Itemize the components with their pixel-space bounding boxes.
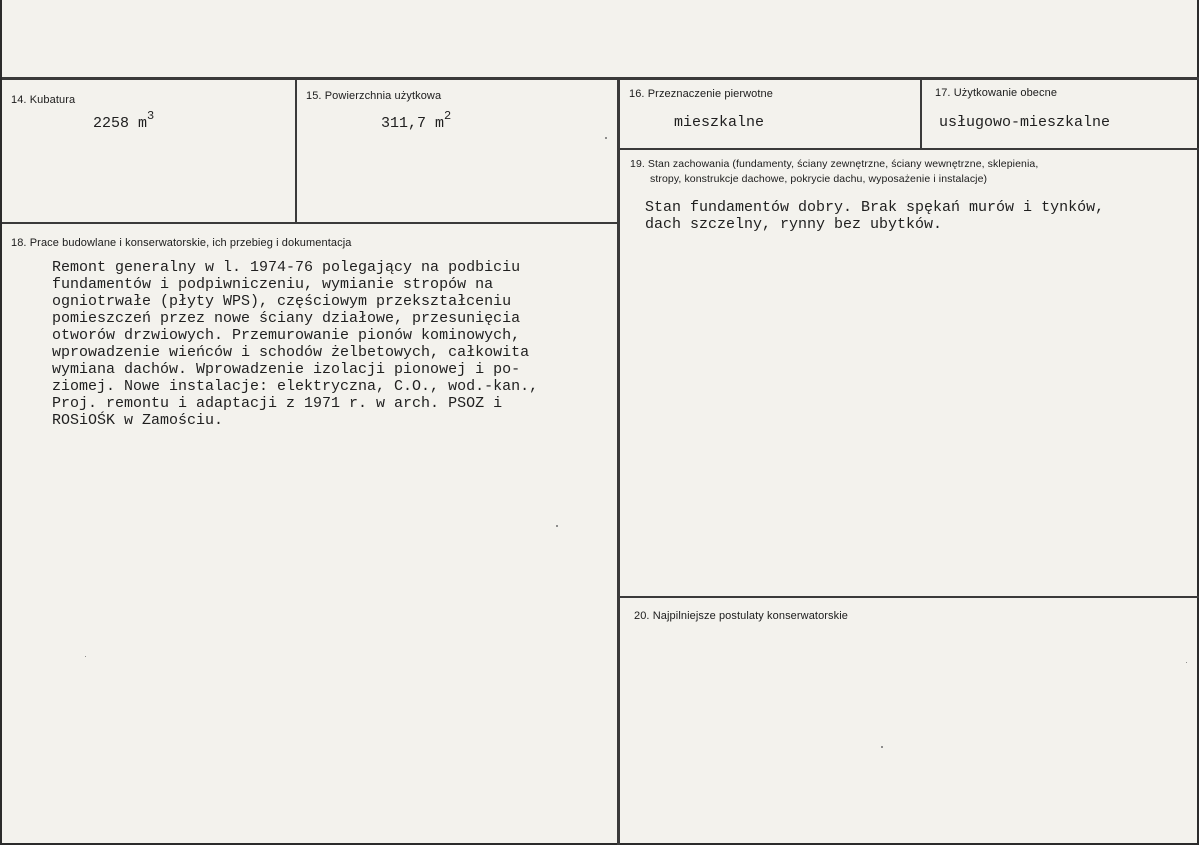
- powierzchnia-value-text: 311,7 m: [381, 115, 445, 132]
- rule-below-14-15: [2, 222, 619, 224]
- stan-label-line1: 19. Stan zachowania (fundamenty, ściany zewnętrzne, ściany wewnętrzne, sklepienia,: [630, 158, 1039, 170]
- kubatura-label: 14. Kubatura: [11, 94, 76, 106]
- przeznaczenie-label: 16. Przeznaczenie pierwotne: [629, 88, 773, 100]
- kubatura-unit-exponent: 3: [147, 109, 155, 123]
- prace-line: Proj. remontu i adaptacji z 1971 r. w arch. PSOZ i: [52, 395, 503, 412]
- paper-speck: [556, 525, 558, 527]
- prace-line: ROSiOŚK w Zamościu.: [52, 412, 224, 429]
- powierzchnia-unit-exponent: 2: [444, 109, 452, 123]
- kubatura-value-text: 2258 m: [93, 115, 148, 132]
- uzytkowanie-label: 17. Użytkowanie obecne: [935, 87, 1058, 99]
- prace-line: wymiana dachów. Wprowadzenie izolacji pionowej i po-: [52, 361, 521, 378]
- prace-line: ogniotrwałe (płyty WPS), częściowym przekształceniu: [52, 293, 512, 310]
- divider-15-16: [617, 80, 620, 845]
- top-rule: [2, 77, 1199, 80]
- rule-below-16-17: [619, 148, 1199, 150]
- paper-speck: [85, 656, 86, 657]
- prace-label: 18. Prace budowlane i konserwatorskie, ich przebieg i dokumentacja: [11, 237, 352, 249]
- powierzchnia-label: 15. Powierzchnia użytkowa: [306, 90, 442, 102]
- paper-speck: [1186, 662, 1187, 663]
- stan-line: dach szczelny, rynny bez ubytków.: [645, 216, 943, 233]
- prace-line: ziomej. Nowe instalacje: elektryczna, C.O., wod.-kan.,: [52, 378, 539, 395]
- uzytkowanie-value: usługowo-mieszkalne: [939, 114, 1111, 131]
- rule-above-20: [619, 596, 1199, 598]
- powierzchnia-value: [381, 109, 452, 132]
- prace-line: pomieszczeń przez nowe ściany działowe, przesunięcia: [52, 310, 521, 327]
- prace-line: fundamentów i podpiwniczeniu, wymianie stropów na: [52, 276, 494, 293]
- stan-label-line2: stropy, konstrukcje dachowe, pokrycie dachu, wyposażenie i instalacje): [650, 173, 988, 185]
- prace-line: otworów drzwiowych. Przemurowanie pionów kominowych,: [52, 327, 521, 344]
- postulaty-label: 20. Najpilniejsze postulaty konserwatorskie: [634, 610, 849, 622]
- paper-speck: [605, 137, 607, 139]
- stan-line: Stan fundamentów dobry. Brak spękań murów i tynków,: [645, 199, 1105, 216]
- prace-line: wprowadzenie wieńców i schodów żelbetowych, całkowita: [52, 344, 530, 361]
- kubatura-value: [93, 109, 155, 132]
- divider-16-17: [920, 80, 922, 149]
- divider-14-15: [295, 80, 297, 224]
- paper-speck: [881, 746, 883, 748]
- prace-line: Remont generalny w l. 1974-76 polegający na podbiciu: [52, 259, 521, 276]
- przeznaczenie-value: mieszkalne: [674, 114, 765, 131]
